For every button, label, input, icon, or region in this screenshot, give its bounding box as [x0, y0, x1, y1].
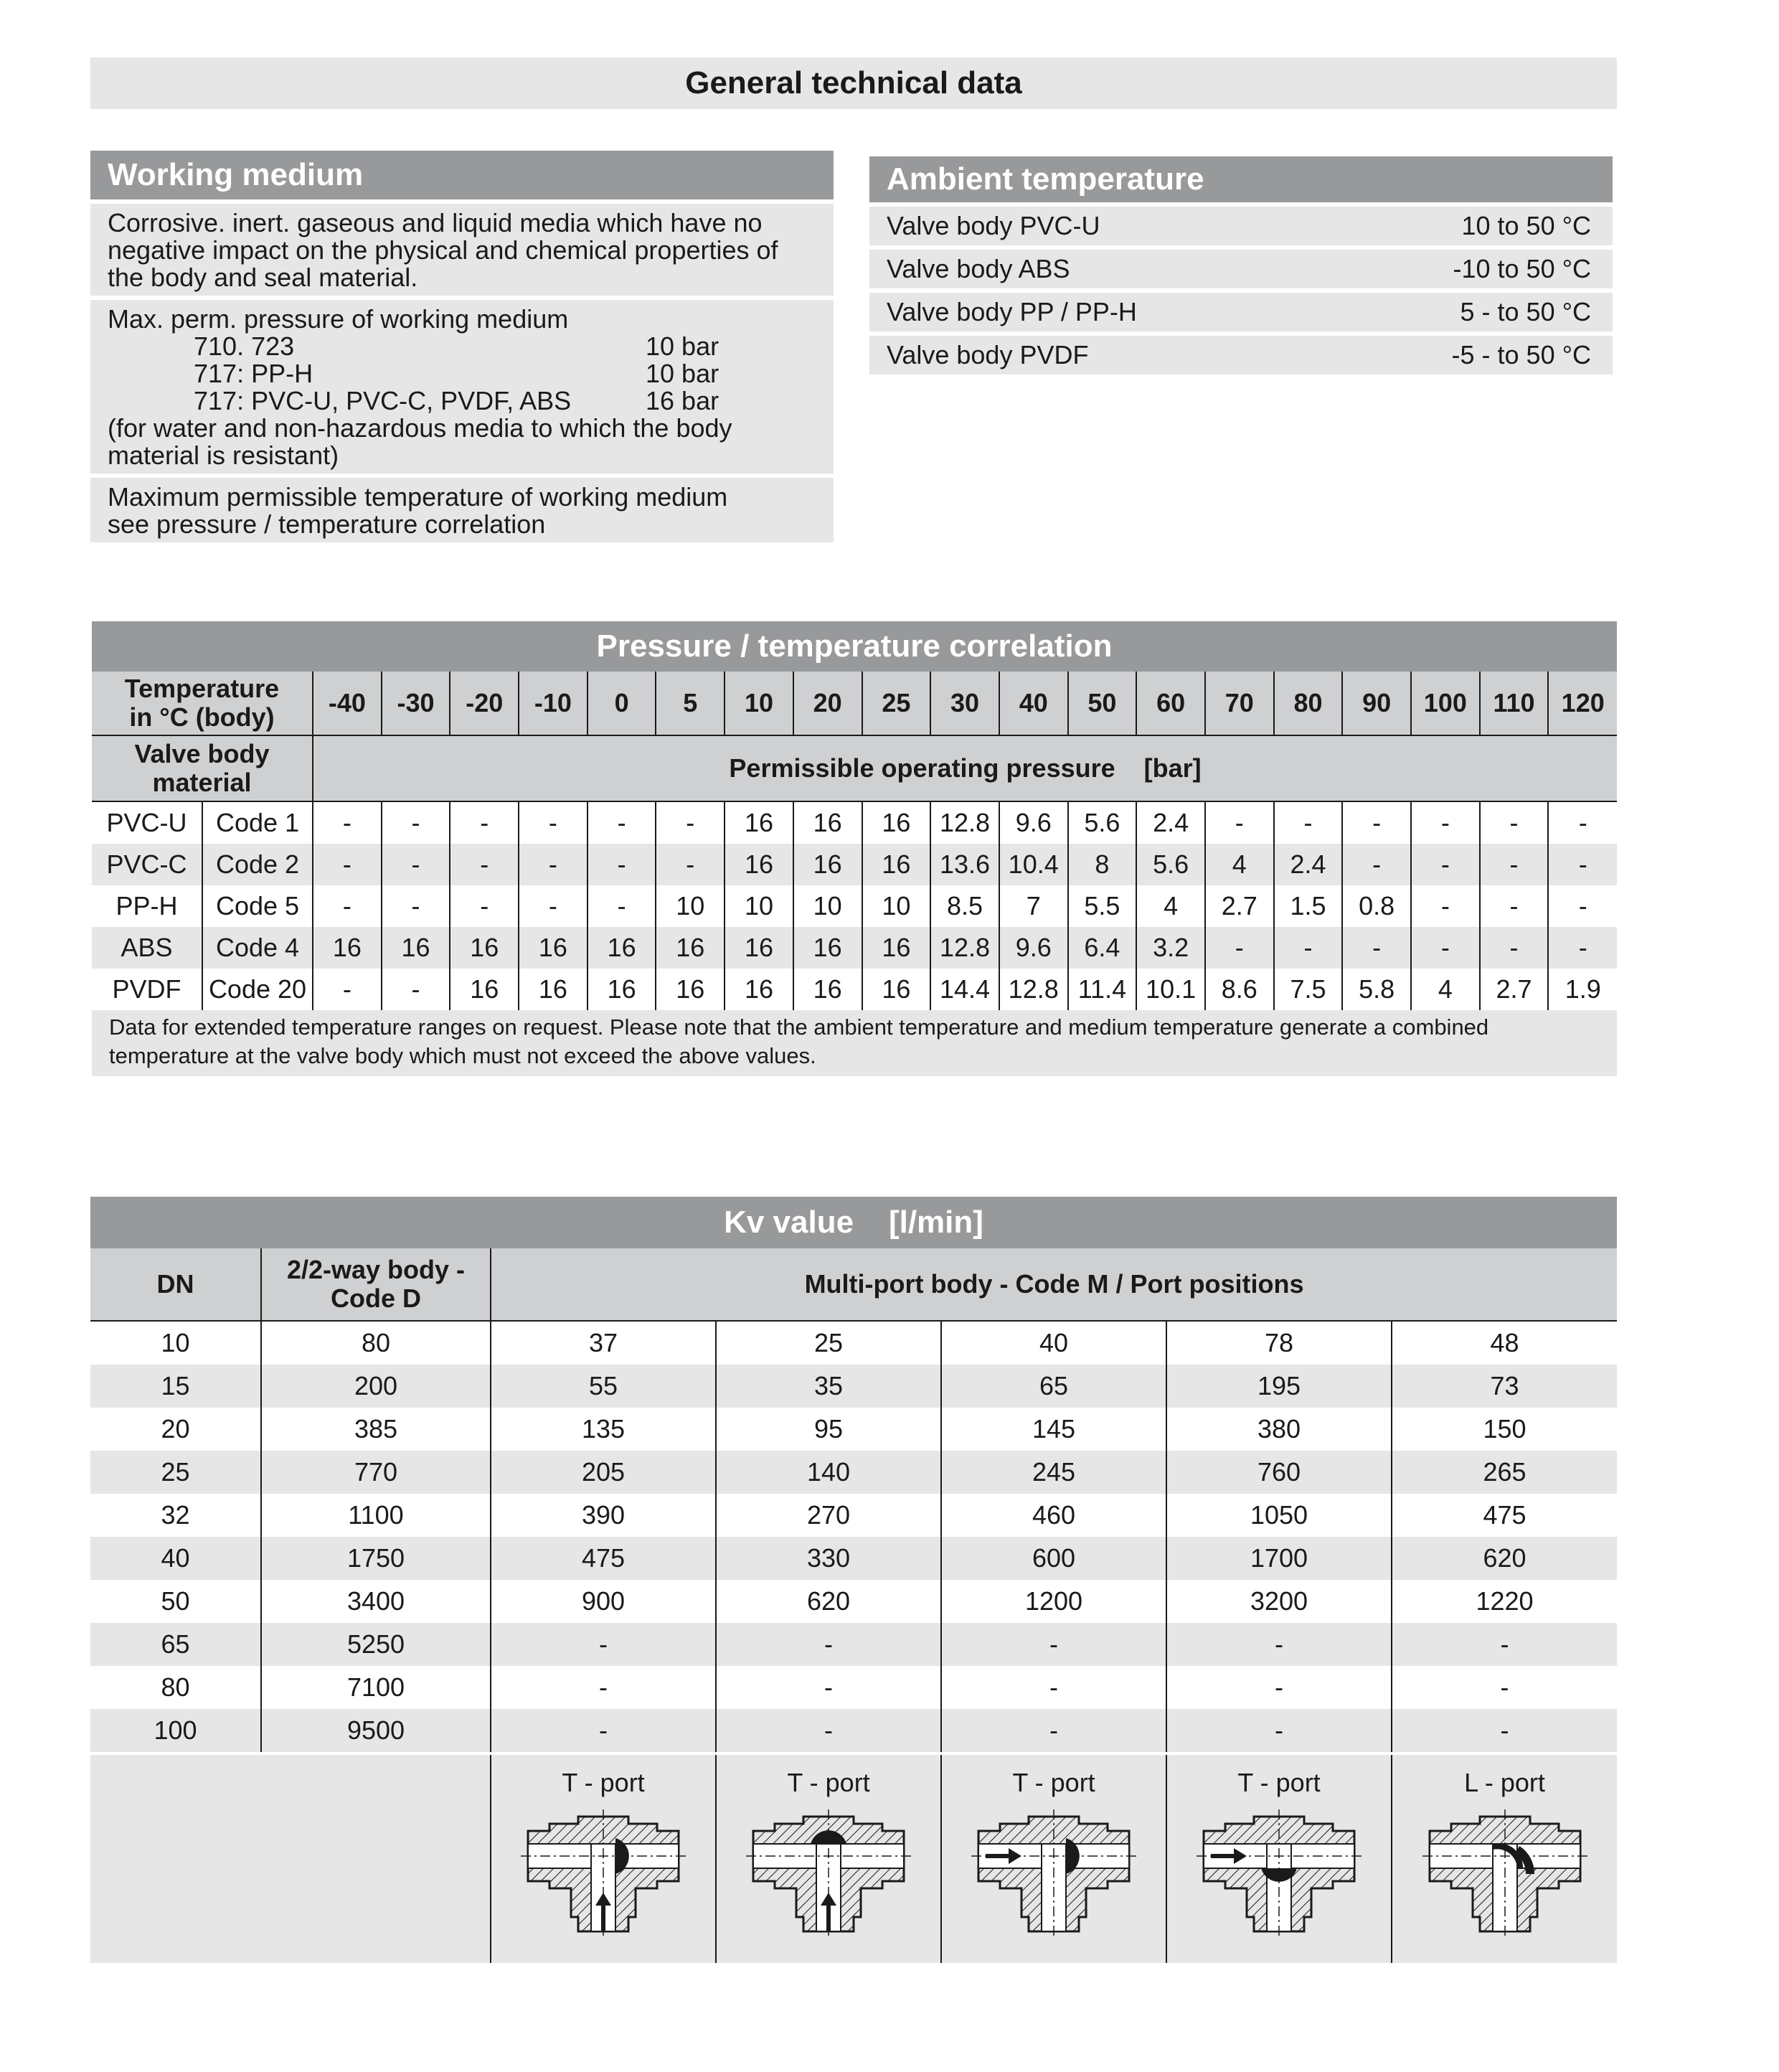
pressure-cell: 3.2: [1136, 927, 1205, 969]
t-port-valve-diagram: [521, 1809, 686, 1939]
material-cell: PP-H: [115, 891, 178, 920]
temperature-cell: 60: [1136, 672, 1205, 735]
pressure-cell: -: [1342, 801, 1411, 844]
multiport-cell: 25: [716, 1321, 941, 1365]
working-medium-heading: Working medium: [90, 151, 834, 199]
pressure-cell: -: [1342, 844, 1411, 885]
pressure-temperature-table: [92, 672, 1617, 1010]
dn-cell: 100: [90, 1709, 261, 1753]
pressure-cell: -: [1480, 844, 1549, 885]
pressure-cell: -: [588, 844, 656, 885]
ambient-row-value: -10 to 50 °C: [1453, 254, 1591, 283]
note-line: temperature at the valve body which must not exceed the above values.: [109, 1043, 816, 1068]
ambient-row: [869, 250, 1613, 288]
pressure-cell: -: [588, 801, 656, 844]
pressure-cell: -: [313, 969, 382, 1010]
pressure-cell: 16: [450, 969, 519, 1010]
multiport-cell: 78: [1166, 1321, 1392, 1365]
pressure-cell: 4: [1136, 885, 1205, 927]
temperature-cell: 110: [1480, 672, 1549, 735]
pressure-cell: 10: [725, 885, 793, 927]
code-cell: Code 2: [202, 844, 313, 885]
multiport-cell: 48: [1392, 1321, 1617, 1365]
max-temp-line: Maximum permissible temperature of working medium: [108, 482, 728, 512]
multiport-cell: 145: [941, 1408, 1166, 1451]
table-row: [90, 1408, 1617, 1451]
pressure-cell: 10: [793, 885, 862, 927]
dn-cell: 80: [161, 1672, 190, 1702]
multiport-cell: 73: [1392, 1365, 1617, 1408]
multiport-cell: 205: [491, 1451, 716, 1494]
temperature-cell: 5: [656, 672, 725, 735]
dn-cell: 15: [90, 1365, 261, 1408]
port-diagram-cell: [941, 1753, 1166, 1963]
material-cell: PVC-U: [106, 808, 187, 837]
code-cell: Code 5: [202, 885, 313, 927]
table-row: [92, 969, 1617, 1010]
note-line: Data for extended temperature ranges on request. Please note that the ambient temperature and medium temperature generate a combined: [109, 1014, 1489, 1040]
pressure-note-line: (for water and non-hazardous media to which the body: [108, 413, 732, 443]
temperature-cell: -10: [519, 672, 588, 735]
pressure-cell: -: [1548, 801, 1617, 844]
multiport-cell: 760: [1166, 1451, 1392, 1494]
pressure-cell: 16: [313, 927, 382, 969]
material-header-line: Valve body: [134, 739, 270, 768]
table-row: [92, 844, 1617, 885]
multiport-cell: -: [941, 1623, 1166, 1666]
pressure-cell: -: [656, 844, 725, 885]
t-port-valve-diagram: [1197, 1809, 1362, 1939]
pressure-cell: 16: [862, 969, 931, 1010]
table-row: [90, 1666, 1617, 1709]
multiport-cell: 265: [1392, 1451, 1617, 1494]
pressure-cell: 8.6: [1205, 969, 1274, 1010]
multiport-cell: -: [491, 1666, 716, 1709]
pressure-cell: -: [1480, 801, 1549, 844]
ambient-row-value: 10 to 50 °C: [1461, 211, 1591, 240]
pressure-cell: 6.4: [1068, 927, 1137, 969]
pressure-cell: 0.8: [1342, 885, 1411, 927]
multiport-cell: 35: [716, 1365, 941, 1408]
dn-cell: 10: [161, 1328, 190, 1357]
pressure-cell: 16: [725, 969, 793, 1010]
dn-cell: 32: [161, 1500, 190, 1530]
multiport-cell: 390: [491, 1494, 716, 1537]
multiport-cell: 40: [941, 1321, 1166, 1365]
code-cell: Code 1: [202, 801, 313, 844]
multiport-cell: 135: [491, 1408, 716, 1451]
multiport-cell: 270: [716, 1494, 941, 1537]
material-header-line: material: [152, 768, 252, 797]
pressure-temperature-note: [92, 1010, 1617, 1076]
multiport-cell: 37: [491, 1321, 716, 1365]
pressure-cell: 5.6: [1136, 844, 1205, 885]
multiport-cell: 65: [941, 1365, 1166, 1408]
material-header-row: [92, 735, 1617, 801]
ambient-row-label: Valve body PP / PP-H: [887, 297, 1137, 326]
port-diagram-cell: [1166, 1753, 1392, 1963]
dn-cell: 50: [161, 1586, 190, 1616]
temperature-cell: 0: [588, 672, 656, 735]
material-cell: PVC-C: [92, 844, 202, 885]
kv-col-2way: [261, 1248, 491, 1321]
temperature-cell: 25: [862, 672, 931, 735]
multiport-cell: 140: [716, 1451, 941, 1494]
temperature-header-line: Temperature: [124, 674, 280, 703]
pressure-cell: 5.5: [1068, 885, 1137, 927]
temperature-cell: 70: [1205, 672, 1274, 735]
ambient-row: [869, 336, 1613, 375]
max-pressure-title: Max. perm. pressure of working medium: [108, 304, 569, 334]
pressure-cell: 5.8: [1342, 969, 1411, 1010]
ambient-heading: Ambient temperature: [869, 156, 1613, 202]
table-row: [90, 1537, 1617, 1580]
l-port-valve-diagram: [1422, 1809, 1587, 1939]
material-header-label: [92, 735, 313, 801]
table-row: [90, 1321, 1617, 1365]
pressure-cell: -: [1480, 885, 1549, 927]
multiport-cell: 380: [1166, 1408, 1392, 1451]
pressure-cell: -: [1342, 927, 1411, 969]
dn-cell: 25: [90, 1451, 261, 1494]
code-d-cell: 385: [261, 1408, 491, 1451]
port-diagram-cell: [716, 1753, 941, 1963]
pressure-cell: 16: [519, 927, 588, 969]
pressure-cell: 8: [1068, 844, 1137, 885]
pressure-cell: 9.6: [999, 927, 1068, 969]
pressure-cell: -: [1548, 844, 1617, 885]
pressure-cell: -: [313, 885, 382, 927]
pressure-cell: 4: [1205, 844, 1274, 885]
pressure-cell: -: [1548, 885, 1617, 927]
pressure-cell: 10.4: [999, 844, 1068, 885]
code-d-cell: 770: [261, 1451, 491, 1494]
multiport-cell: 620: [716, 1580, 941, 1623]
pressure-row-label: 717: PP-H: [194, 359, 313, 388]
pressure-cell: -: [1205, 927, 1274, 969]
pressure-cell: -: [1411, 844, 1480, 885]
description-line: negative impact on the physical and chemical properties of: [108, 235, 778, 265]
pressure-cell: 16: [725, 844, 793, 885]
pressure-cell: 5.6: [1068, 801, 1137, 844]
temperature-cell: 120: [1548, 672, 1617, 735]
multiport-cell: 1220: [1392, 1580, 1617, 1623]
ambient-row-value: 5 - to 50 °C: [1460, 297, 1591, 326]
pressure-row-value: 10 bar: [646, 331, 719, 361]
pressure-cell: 16: [725, 927, 793, 969]
multiport-cell: -: [1392, 1666, 1617, 1709]
max-temperature-block: [90, 478, 834, 542]
pressure-cell: -: [519, 844, 588, 885]
pressure-cell: 12.8: [930, 801, 999, 844]
code-d-cell: 3400: [261, 1580, 491, 1623]
table-row: [90, 1365, 1617, 1408]
temperature-header-line: in °C (body): [129, 702, 275, 732]
pressure-cell: 16: [793, 844, 862, 885]
table-row: [90, 1451, 1617, 1494]
code-d-cell: 9500: [261, 1709, 491, 1753]
pressure-row: [108, 333, 816, 360]
kv-col-2way-line: 2/2-way body -: [286, 1255, 466, 1284]
code-d-cell: 5250: [261, 1623, 491, 1666]
material-cell: PVDF: [112, 974, 181, 1004]
pressure-cell: 12.8: [999, 969, 1068, 1010]
port-label: T - port: [562, 1768, 645, 1797]
table-row: [90, 1494, 1617, 1537]
pressure-cell: 7: [999, 885, 1068, 927]
pressure-cell: 16: [725, 801, 793, 844]
multiport-cell: 600: [941, 1537, 1166, 1580]
dn-cell: 40: [90, 1537, 261, 1580]
multiport-cell: -: [716, 1666, 941, 1709]
material-cell: ABS: [92, 927, 202, 969]
pressure-cell: 2.7: [1205, 885, 1274, 927]
ambient-temperature-section: [869, 156, 1613, 375]
multiport-cell: 3200: [1166, 1580, 1392, 1623]
pressure-temperature-heading: Pressure / temperature correlation: [92, 621, 1617, 672]
pressure-cell: 1.9: [1548, 969, 1617, 1010]
table-row: [90, 1580, 1617, 1623]
temperature-cell: -30: [382, 672, 450, 735]
pressure-cell: 16: [588, 927, 656, 969]
pressure-cell: 16: [656, 927, 725, 969]
pressure-cell: -: [519, 885, 588, 927]
pressure-row: [108, 360, 816, 387]
table-row: [92, 801, 1617, 844]
ambient-row-label: Valve body PVC-U: [887, 211, 1100, 240]
pressure-cell: -: [1205, 801, 1274, 844]
pressure-row-value: 10 bar: [646, 359, 719, 388]
pressure-cell: 16: [793, 927, 862, 969]
kv-heading: Kv value [l/min]: [90, 1197, 1617, 1248]
pressure-cell: 16: [862, 801, 931, 844]
pressure-cell: 2.4: [1136, 801, 1205, 844]
multiport-cell: -: [716, 1623, 941, 1666]
ambient-row: [869, 293, 1613, 331]
temperature-cell: 100: [1411, 672, 1480, 735]
code-cell: Code 4: [202, 927, 313, 969]
pressure-cell: -: [1548, 927, 1617, 969]
kv-col-multi: Multi-port body - Code M / Port positions: [491, 1248, 1617, 1321]
kv-table: [90, 1248, 1617, 1963]
code-d-cell: 7100: [261, 1666, 491, 1709]
code-d-cell: 1750: [261, 1537, 491, 1580]
pressure-cell: 16: [588, 969, 656, 1010]
pressure-cell: -: [450, 801, 519, 844]
t-port-valve-diagram: [971, 1809, 1136, 1939]
code-d-cell: 200: [261, 1365, 491, 1408]
multiport-cell: -: [491, 1623, 716, 1666]
kv-header-row: [90, 1248, 1617, 1321]
description-line: Corrosive. inert. gaseous and liquid media which have no: [108, 208, 763, 237]
pressure-temperature-section: [92, 621, 1617, 1076]
pressure-cell: -: [382, 801, 450, 844]
multiport-cell: -: [941, 1709, 1166, 1753]
pressure-cell: 9.6: [999, 801, 1068, 844]
pressure-cell: -: [382, 844, 450, 885]
multiport-cell: -: [941, 1666, 1166, 1709]
pressure-cell: 8.5: [930, 885, 999, 927]
multiport-cell: 150: [1392, 1408, 1617, 1451]
table-row: [92, 885, 1617, 927]
pressure-cell: 16: [862, 927, 931, 969]
pressure-cell: 16: [450, 927, 519, 969]
pressure-cell: -: [1274, 801, 1343, 844]
port-diagram-cell: [1392, 1753, 1617, 1963]
ambient-row-label: Valve body ABS: [887, 254, 1070, 283]
multiport-cell: 1200: [941, 1580, 1166, 1623]
port-diagram-cell: [491, 1753, 716, 1963]
temperature-cell: -40: [313, 672, 382, 735]
pressure-cell: -: [1411, 927, 1480, 969]
pressure-cell: 16: [656, 969, 725, 1010]
dn-cell: 65: [90, 1623, 261, 1666]
pressure-note-line: material is resistant): [108, 441, 339, 470]
table-row: [92, 927, 1617, 969]
pressure-row-value: 16 bar: [646, 386, 719, 415]
temperature-cell: 80: [1274, 672, 1343, 735]
pressure-cell: 14.4: [930, 969, 999, 1010]
temperature-cell: 20: [793, 672, 862, 735]
kv-col-dn: DN: [90, 1248, 261, 1321]
pressure-cell: 10: [862, 885, 931, 927]
working-medium-description: [90, 204, 834, 296]
pressure-cell: -: [588, 885, 656, 927]
max-temp-line: see pressure / temperature correlation: [108, 509, 546, 539]
multiport-cell: 330: [716, 1537, 941, 1580]
port-label: T - port: [1012, 1768, 1095, 1797]
pressure-cell: 16: [793, 969, 862, 1010]
dn-cell: 20: [161, 1414, 190, 1444]
pressure-cell: 10.1: [1136, 969, 1205, 1010]
ambient-row: [869, 207, 1613, 245]
port-label: L - port: [1464, 1768, 1545, 1797]
table-row: [90, 1623, 1617, 1666]
pressure-cell: 16: [862, 844, 931, 885]
pressure-cell: 16: [382, 927, 450, 969]
pressure-cell: -: [1411, 885, 1480, 927]
pressure-cell: 16: [519, 969, 588, 1010]
temperature-header-row: [92, 672, 1617, 735]
multiport-cell: 460: [941, 1494, 1166, 1537]
table-row: [90, 1709, 1617, 1753]
multiport-cell: 475: [1392, 1494, 1617, 1537]
pressure-cell: 1.5: [1274, 885, 1343, 927]
multiport-cell: 900: [491, 1580, 716, 1623]
pressure-cell: -: [382, 885, 450, 927]
page-title: General technical data: [90, 57, 1617, 109]
pressure-cell: 10: [656, 885, 725, 927]
pressure-cell: 13.6: [930, 844, 999, 885]
pressure-cell: -: [1274, 927, 1343, 969]
temperature-cell: 50: [1068, 672, 1137, 735]
pressure-cell: 4: [1411, 969, 1480, 1010]
temperature-cell: 10: [725, 672, 793, 735]
pressure-row: [108, 387, 816, 415]
pressure-cell: -: [1411, 801, 1480, 844]
t-port-valve-diagram: [746, 1809, 911, 1939]
pressure-cell: 2.4: [1274, 844, 1343, 885]
port-label: T - port: [1237, 1768, 1321, 1797]
pressure-cell: 12.8: [930, 927, 999, 969]
max-pressure-block: [90, 300, 834, 474]
pressure-row-label: 710. 723: [194, 331, 295, 361]
port-label: T - port: [787, 1768, 870, 1797]
temperature-header-label: [92, 672, 313, 735]
description-line: the body and seal material.: [108, 263, 418, 292]
pressure-cell: -: [313, 801, 382, 844]
working-medium-section: [90, 151, 834, 542]
temperature-cell: -20: [450, 672, 519, 735]
temperature-cell: 90: [1342, 672, 1411, 735]
port-diagram-spacer: [90, 1753, 491, 1963]
multiport-cell: 195: [1166, 1365, 1392, 1408]
pressure-cell: 7.5: [1274, 969, 1343, 1010]
pressure-cell: -: [450, 885, 519, 927]
ambient-row-value: -5 - to 50 °C: [1451, 340, 1591, 369]
pressure-cell: -: [1480, 927, 1549, 969]
multiport-cell: -: [1392, 1709, 1617, 1753]
temperature-cell: 30: [930, 672, 999, 735]
pressure-cell: -: [313, 844, 382, 885]
multiport-cell: 1050: [1166, 1494, 1392, 1537]
multiport-cell: 475: [491, 1537, 716, 1580]
port-diagram-row: [90, 1753, 1617, 1963]
multiport-cell: -: [1166, 1666, 1392, 1709]
pressure-cell: -: [519, 801, 588, 844]
pressure-cell: 2.7: [1480, 969, 1549, 1010]
code-d-cell: 80: [261, 1321, 491, 1365]
multiport-cell: -: [1166, 1709, 1392, 1753]
multiport-cell: -: [1166, 1623, 1392, 1666]
pressure-cell: 16: [793, 801, 862, 844]
multiport-cell: 95: [716, 1408, 941, 1451]
ambient-row-label: Valve body PVDF: [887, 340, 1089, 369]
pressure-row-label: 717: PVC-U, PVC-C, PVDF, ABS: [194, 386, 572, 415]
multiport-cell: -: [716, 1709, 941, 1753]
multiport-cell: 55: [491, 1365, 716, 1408]
code-d-cell: 1100: [261, 1494, 491, 1537]
multiport-cell: 1700: [1166, 1537, 1392, 1580]
pressure-cell: 11.4: [1068, 969, 1137, 1010]
code-cell: Code 20: [202, 969, 313, 1010]
temperature-cell: 40: [999, 672, 1068, 735]
multiport-cell: -: [491, 1709, 716, 1753]
multiport-cell: -: [1392, 1623, 1617, 1666]
multiport-cell: 245: [941, 1451, 1166, 1494]
pressure-cell: -: [656, 801, 725, 844]
pressure-cell: -: [382, 969, 450, 1010]
kv-value-section: [90, 1197, 1617, 1963]
pressure-unit-header: Permissible operating pressure [bar]: [313, 735, 1617, 801]
multiport-cell: 620: [1392, 1537, 1617, 1580]
kv-col-2way-line: Code D: [331, 1284, 421, 1313]
pressure-cell: -: [450, 844, 519, 885]
